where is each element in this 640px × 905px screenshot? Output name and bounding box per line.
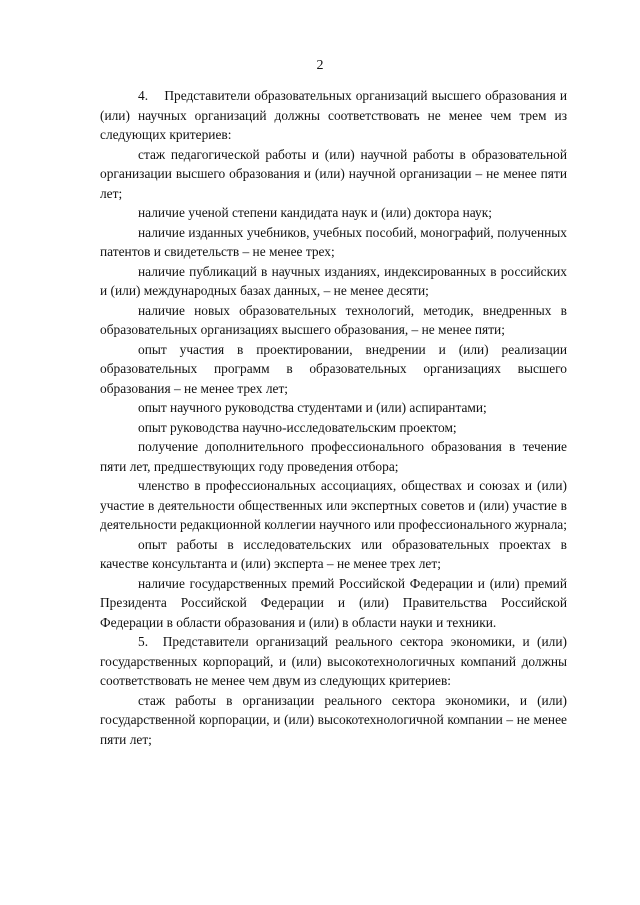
paragraph-criteria-5-intro: 5. Представители организаций реального сектора экономики, и (или) государственных корпораций, и (или) высокотехнологичных компаний должны соответствовать не менее чем двум из следующих критериев: xyxy=(100,634,567,688)
paragraph-program-design: опыт участия в проектировании, внедрении и (или) реализации образовательных программ в образовательных организациях высшего образования – не менее трех лет; xyxy=(100,341,567,396)
paragraph-consultant-experience: опыт работы в исследовательских или образовательных проектах в качестве консультанта и (или) эксперта – не менее трех лет; xyxy=(100,536,567,571)
paragraph-criteria-4-intro: 4. Представители образовательных организаций высшего образования и (или) научных организаций должны соответствовать не менее чем трем из следующих критериев: xyxy=(100,88,567,142)
paragraph-additional-education: получение дополнительного профессионального образования в течение пяти лет, предшествующих году проведения отбора; xyxy=(100,439,567,474)
page-number: 2 xyxy=(316,58,324,73)
paragraph-research-leadership: опыт руководства научно-исследовательским проектом; xyxy=(138,419,457,435)
document-body xyxy=(100,86,567,749)
paragraph-teaching-experience: стаж педагогической работы и (или) научной работы в образовательной организации высшего образования и (или) научной организации – не менее пяти лет; xyxy=(100,146,567,201)
paragraph-state-awards: наличие государственных премий Российской Федерации и (или) премий Президента Российской Федерации и (или) Правительства Российской Федерации в области образования и (или) в области науки и техники. xyxy=(100,575,567,630)
paragraph-academic-degree: наличие ученой степени кандидата наук и (или) доктора наук; xyxy=(138,205,492,220)
paragraph-technologies: наличие новых образовательных технологий, методик, внедренных в образовательных организациях высшего образования, – не менее пяти; xyxy=(100,302,567,337)
paragraph-industry-experience: стаж работы в организации реального сектора экономики, и (или) государственной корпорации, и (или) высокотехнологичной компании – не менее пяти лет; xyxy=(100,692,567,747)
paragraph-supervision: опыт научного руководства студентами и (или) аспирантами; xyxy=(138,400,487,415)
paragraph-publications: наличие публикаций в научных изданиях, индексированных в российских и (или) международных базах данных, – не менее десяти; xyxy=(100,263,567,298)
paragraph-textbooks: наличие изданных учебников, учебных пособий, монографий, полученных патентов и свидетельств – не менее трех; xyxy=(100,224,567,259)
paragraph-memberships: членство в профессиональных ассоциациях, обществах и союзах и (или) участие в деятельности общественных или экспертных советов и (или) участие в деятельности редакционной коллегии научного или профессионального журнала; xyxy=(100,478,567,532)
